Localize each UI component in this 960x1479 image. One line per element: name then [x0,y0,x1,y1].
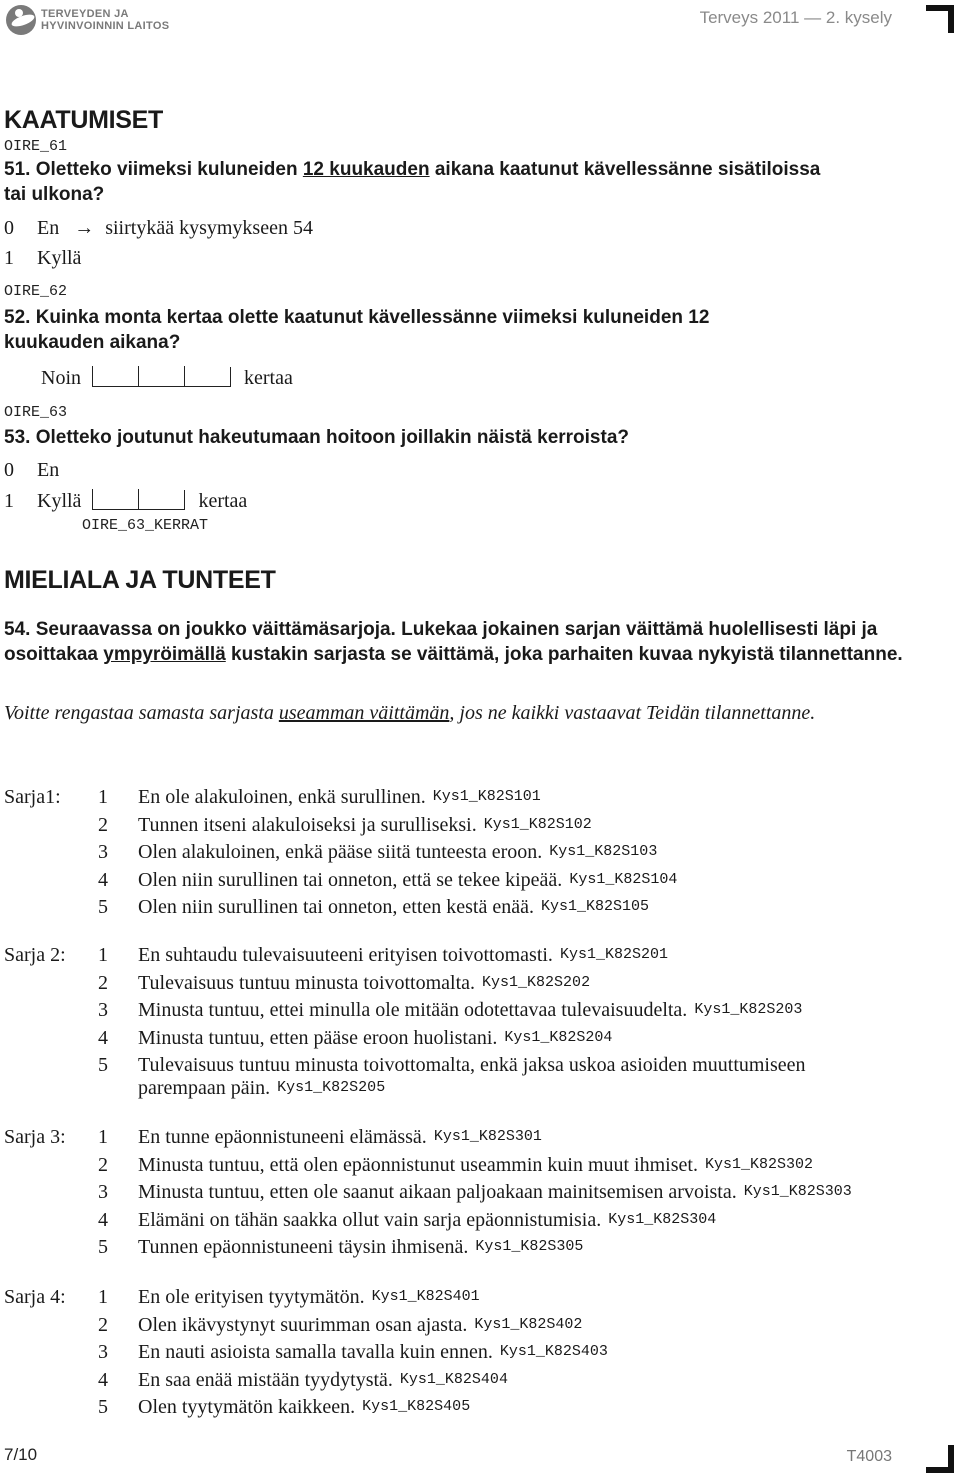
statement-text: Tunnen itseni alakuloiseksi ja surulliseksi. [138,813,477,836]
header-title: Terveys 2011 — 2. kysely [699,8,892,27]
statement-code: Kys1_K82S104 [569,870,678,888]
series-label: Sarja1: [4,786,61,808]
statement-item[interactable] [98,1341,928,1367]
statement-number: 3 [98,1341,108,1363]
statement-number: 4 [98,1368,108,1391]
statement-number: 1 [98,786,108,808]
q52-number: 52. [4,307,31,328]
logo-line1: TERVEYDEN JA [41,8,129,20]
q51-option-0[interactable] [4,217,313,240]
document-code: T4003 [846,1448,892,1465]
statement-item[interactable] [98,869,928,895]
statement-code: Kys1_K82S303 [743,1183,852,1200]
statement-number: 2 [98,813,108,836]
q53-option-0[interactable] [4,459,59,482]
statement-code: Kys1_K82S301 [433,1128,542,1145]
statement-item[interactable] [98,841,928,867]
q51-text [4,157,824,207]
statement-text: Minusta tuntuu, etten pääse eroon huolistani. [138,1026,498,1049]
q52-prefix: Noin [41,367,81,389]
q52-digit-box-3[interactable] [184,366,230,387]
statement-number: 5 [98,896,108,918]
arrow-right-icon: → [74,217,95,239]
q52-digit-box-2[interactable] [138,366,184,387]
statement-text: Olen alakuloinen, enkä pääse siitä tunteesta eroon. [138,841,543,863]
statement-code: Kys1_K82S403 [499,1343,608,1360]
statement-item[interactable] [98,944,928,970]
statement-number: 3 [98,999,108,1021]
statement-text: Elämäni on tähän saakka ollut vain sarja epäonnistumisia. [138,1208,602,1231]
q53-digit-box-2[interactable] [138,489,184,510]
statement-item[interactable] [98,1286,928,1312]
statement-text: Tulevaisuus tuntuu minusta toivottomalta. [138,971,476,994]
q52-code: OIRE_62 [4,283,68,300]
statement-text: Olen niin surullinen tai onneton, etten kestä enää. [138,896,534,918]
statement-text: Minusta tuntuu, ettei minulla ole mitään odotettavaa tulevaisuudelta. [138,999,688,1021]
statement-number: 5 [98,1236,108,1258]
statement-code: Kys1_K82S202 [482,973,591,991]
q53-text-body: Oletteko joutunut hakeutumaan hoitoon joillakin näistä kerroista? [35,427,629,448]
statement-code: Kys1_K82S105 [541,898,650,915]
q52-digit-box-1[interactable] [92,366,138,387]
statement-code: Kys1_K82S402 [474,1315,583,1333]
statement-text: En saa enää mistään tyydytystä. [138,1368,393,1391]
statement-number: 3 [98,1181,108,1203]
q51-text-underlined: 12 kuukauden [302,159,430,180]
page-number: 7/10 [4,1445,38,1464]
statement-code: Kys1_K82S102 [483,815,592,833]
q52-answer-row [41,366,293,390]
statement-code: Kys1_K82S103 [549,843,658,860]
statement-item[interactable] [98,1396,928,1422]
q54-intro-post: , jos ne kaikki vastaavat Teidän tilannettanne. [449,702,816,724]
q53-option-1-num: 1 [4,490,14,512]
q54-text-b: kustakin sarjasta se väittämä, joka parhaiten kuvaa nykyistä tilannettanne. [231,644,903,665]
q51-option-0-note: siirtykää kysymykseen 54 [105,217,313,239]
statement-code: Kys1_K82S101 [432,788,541,805]
q54-text-underlined: ympyröimällä [103,644,226,665]
statement-text-continued: parempaan päin. [138,1077,271,1099]
q53-option-0-label: En [37,459,60,481]
statement-code: Kys1_K82S404 [399,1370,508,1388]
statement-text: En ole erityisen tyytymätön. [138,1286,365,1308]
q53-text [4,425,804,450]
statement-item[interactable] [98,814,928,840]
q51-option-1-num: 1 [4,247,14,269]
q52-suffix: kertaa [244,367,293,389]
q52-text [4,305,804,355]
statement-code: Kys1_K82S205 [277,1079,386,1096]
statement-item[interactable] [98,1369,928,1395]
q53-option-1-label: Kyllä [37,490,82,512]
statement-code: Kys1_K82S401 [371,1288,480,1305]
q54-text [4,617,904,667]
q54-intro [4,700,824,727]
statement-code: Kys1_K82S304 [608,1210,717,1228]
q53-number: 53. [4,427,31,448]
q53-sub-code: OIRE_63_KERRAT [82,517,209,534]
series-label: Sarja 3: [4,1126,66,1148]
statement-item[interactable] [98,1209,928,1235]
statement-code: Kys1_K82S201 [559,946,668,963]
q51-code: OIRE_61 [4,138,68,155]
statement-text: En tunne epäonnistuneeni elämässä. [138,1126,427,1148]
statement-number: 2 [98,971,108,994]
statement-text: Olen tyytymätön kaikkeen. [138,1396,356,1418]
corner-mark-top-right [926,5,954,33]
statement-text: Minusta tuntuu, että olen epäonnistunut useammin kuin muut ihmiset. [138,1153,698,1176]
statement-item[interactable] [98,786,928,812]
statement-number: 5 [98,1396,108,1418]
statement-code: Kys1_K82S203 [694,1001,803,1018]
statement-number: 2 [98,1313,108,1336]
statement-item[interactable] [98,1154,928,1180]
statement-number: 2 [98,1153,108,1176]
statement-number: 1 [98,1126,108,1148]
statement-item[interactable] [98,896,928,922]
q53-option-0-num: 0 [4,459,14,481]
q51-text-post: aikana kaatunut kävellessänne sisätiloissa tai ulkona? [4,159,821,205]
thl-logo [6,5,169,35]
statement-code: Kys1_K82S302 [704,1155,813,1173]
q52-text-body: Kuinka monta kertaa olette kaatunut kävellessänne viimeksi kuluneiden 12 kuukauden aikana? [4,307,710,353]
statement-item[interactable] [98,1181,928,1207]
statement-number: 3 [98,841,108,863]
statement-number: 1 [98,1286,108,1308]
statement-item[interactable] [98,999,928,1025]
statement-number: 4 [98,1026,108,1049]
logo-text [41,8,169,32]
statement-item[interactable] [98,1126,928,1152]
statement-text: En nauti asioista samalla tavalla kuin ennen. [138,1341,493,1363]
statement-number: 4 [98,868,108,891]
section-title-kaatumiset: KAATUMISET [4,106,164,134]
statement-text: En ole alakuloinen, enkä surullinen. [138,786,426,808]
statement-text: Olen niin surullinen tai onneton, että se tekee kipeää. [138,868,563,891]
q51-option-1-label: Kyllä [37,247,82,269]
statement-code: Kys1_K82S405 [362,1398,471,1415]
statement-code: Kys1_K82S204 [504,1028,613,1046]
statement-number: 1 [98,944,108,966]
q53-suffix: kertaa [198,490,248,512]
series-label: Sarja 4: [4,1286,66,1308]
series-label: Sarja 2: [4,944,66,966]
statement-item[interactable] [98,1236,928,1262]
section-title-mieliala: MIELIALA JA TUNTEET [4,566,276,594]
q54-intro-underlined: useamman väittämän [278,702,450,724]
q53-code: OIRE_63 [4,404,68,421]
statement-text: Olen ikävystynyt suurimman osan ajasta. [138,1313,468,1336]
statement-item[interactable] [98,1027,928,1053]
q54-text-a: Seuraavassa on joukko väittämäsarjoja. Lukekaa jokainen sarjan väittämä huolellisesti läpi ja osoittakaa [4,619,878,665]
statement-item[interactable] [98,972,928,998]
logo-line2: HYVINVOINNIN LAITOS [41,20,170,32]
statement-item[interactable] [98,1054,928,1099]
q51-number: 51. [4,159,31,180]
statement-text: Tunnen epäonnistuneeni täysin ihmisenä. [138,1236,469,1258]
statement-item[interactable] [98,1314,928,1340]
statement-text: Tulevaisuus tuntuu minusta toivottomalta, enkä jaksa uskoa asioiden muuttumiseen [138,1054,806,1076]
q53-option-1[interactable] [4,489,247,513]
q51-text-pre: Oletteko viimeksi kuluneiden [35,159,298,180]
thl-logo-icon [6,5,36,35]
q51-option-0-label: En [37,217,60,239]
q51-option-0-num: 0 [4,217,14,239]
statement-text: Minusta tuntuu, etten ole saanut aikaan paljoakaan mainitsemisen arvoista. [138,1181,737,1203]
statement-code: Kys1_K82S305 [475,1238,584,1255]
q54-intro-pre: Voitte rengastaa samasta sarjasta [4,702,274,724]
q53-digit-box-1[interactable] [92,489,138,510]
statement-number: 4 [98,1208,108,1231]
corner-mark-bottom-right [926,1445,954,1473]
statement-text: En suhtaudu tulevaisuuteeni erityisen toivottomasti. [138,944,553,966]
statement-number: 5 [98,1054,108,1076]
q51-option-1[interactable] [4,247,81,270]
q54-number: 54. [4,619,31,640]
